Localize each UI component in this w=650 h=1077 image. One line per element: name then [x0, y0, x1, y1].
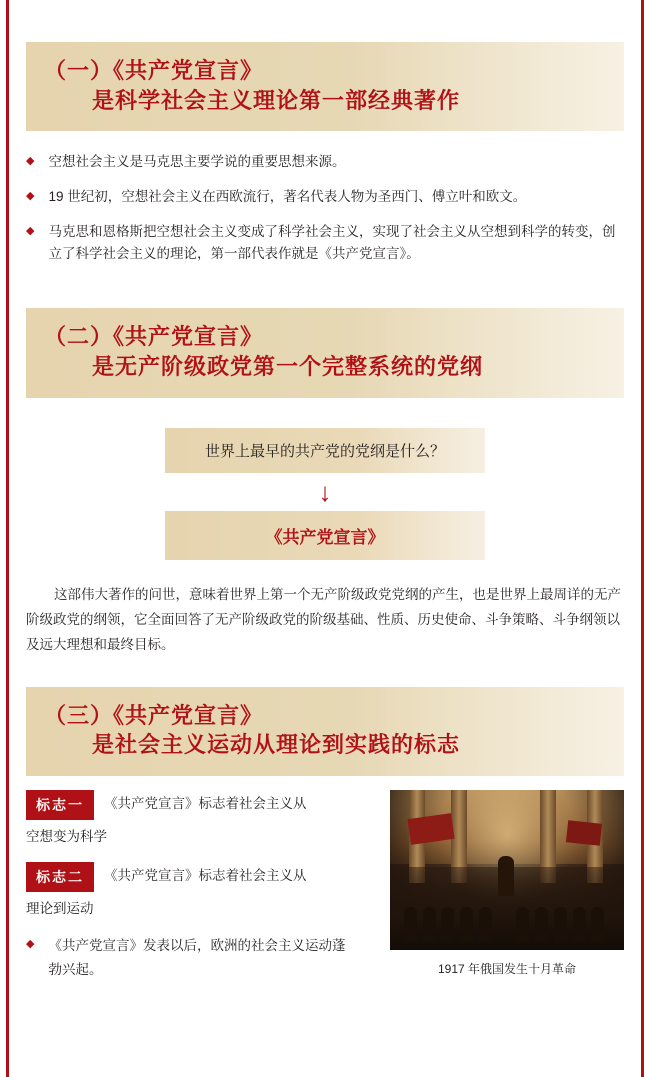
- photo-figure: [460, 907, 473, 941]
- photo-figure: [591, 907, 604, 941]
- mark-line: [26, 862, 376, 892]
- flow-question-box: 世界上最早的共产党的党纲是什么？: [165, 428, 485, 473]
- photo-figure: [535, 907, 548, 941]
- bullet-text: 马克思和恩格斯把空想社会主义变成了科学社会主义，实现了社会主义从空想到科学的转变，创立了科学社会主义的理论，第一部代表作就是《共产党宣言》。: [48, 224, 616, 262]
- left-edge-rule: [6, 0, 9, 1077]
- bullet-text: 19 世纪初，空想社会主义在西欧流行，著名代表人物为圣西门、傅立叶和欧文。: [48, 189, 527, 205]
- mark-text: 《共产党宣言》标志着社会主义从: [104, 796, 307, 812]
- mark-line: [26, 790, 376, 820]
- flow-answer-box: 《共产党宣言》: [165, 511, 485, 560]
- section-1-spacer: [26, 278, 624, 308]
- section-1-bullet-list: [26, 151, 624, 265]
- photo-caption: 1917 年俄国发生十月革命: [437, 962, 577, 977]
- right-edge-rule: [641, 0, 644, 1077]
- list-item: [26, 790, 376, 848]
- arrow-down-icon: ↓: [318, 476, 332, 507]
- list-item: [26, 186, 624, 208]
- diamond-bullet-icon: ◆: [26, 190, 35, 203]
- bullet-text: 空想社会主义是马克思主要学说的重要思想来源。: [48, 154, 346, 170]
- mark-text-second-line: 理论到运动: [26, 901, 94, 917]
- top-spacer: [26, 0, 624, 42]
- status-badge: 标志一: [26, 790, 94, 820]
- status-badge: 标志二: [26, 862, 94, 892]
- section-1-heading-line2: 是科学社会主义理论第一部经典著作: [92, 87, 461, 113]
- october-revolution-photo: [390, 790, 624, 950]
- section-2-banner: [26, 308, 624, 397]
- document-page: [26, 0, 624, 1077]
- diamond-bullet-icon: ◆: [26, 225, 35, 238]
- list-item: [26, 862, 376, 920]
- section-2-heading-line2: 是无产阶级政党第一个完整系统的党纲: [92, 354, 484, 380]
- mark-text: 《共产党宣言》标志着社会主义从: [104, 868, 307, 884]
- section-1-banner: [26, 42, 624, 131]
- photo-column: [376, 790, 624, 982]
- photo-figure: [441, 907, 454, 941]
- bullet-text: 《共产党宣言》发表以后，欧洲的社会主义运动蓬勃兴起。: [48, 938, 346, 978]
- section-2-flow-diagram: [26, 428, 624, 560]
- section-3-heading-line2: 是社会主义运动从理论到实践的标志: [92, 732, 461, 758]
- list-item: [26, 151, 624, 173]
- photo-figure: [554, 907, 567, 941]
- marks-column: [26, 790, 376, 982]
- section-1-heading-line1: （一）《共产党宣言》: [44, 58, 264, 83]
- photo-speaker-figure: [498, 856, 514, 896]
- diamond-bullet-icon: ◆: [26, 155, 35, 168]
- photo-figure: [404, 907, 417, 941]
- section-3-banner: [26, 687, 624, 776]
- final-bullet-row: [26, 934, 376, 982]
- section-2-spacer-top: [26, 398, 624, 428]
- section-3-heading-line1: （三）《共产党宣言》: [44, 702, 264, 728]
- photo-figure: [479, 907, 492, 941]
- section-2-spacer-bottom: [26, 657, 624, 687]
- mark-text-second-line: 空想变为科学: [26, 829, 107, 845]
- section-2-heading-line1: （二）《共产党宣言》: [44, 324, 264, 350]
- photo-figure: [423, 907, 436, 941]
- photo-red-banner: [566, 820, 602, 845]
- section-2-paragraph: 这部伟大著作的问世，意味着世界上第一个无产阶级政党党纲的产生，也是世界上最周详的无产阶级政党的纲领，它全面回答了无产阶级政党的阶级基础、性质、历史使命、斗争策略、斗争纲领以及远大理想和最终目标。: [26, 586, 621, 652]
- photo-figure: [573, 907, 586, 941]
- list-item: [26, 221, 624, 265]
- section-3-content: [26, 790, 624, 982]
- photo-figure: [516, 907, 529, 941]
- diamond-bullet-icon: ◆: [26, 938, 35, 951]
